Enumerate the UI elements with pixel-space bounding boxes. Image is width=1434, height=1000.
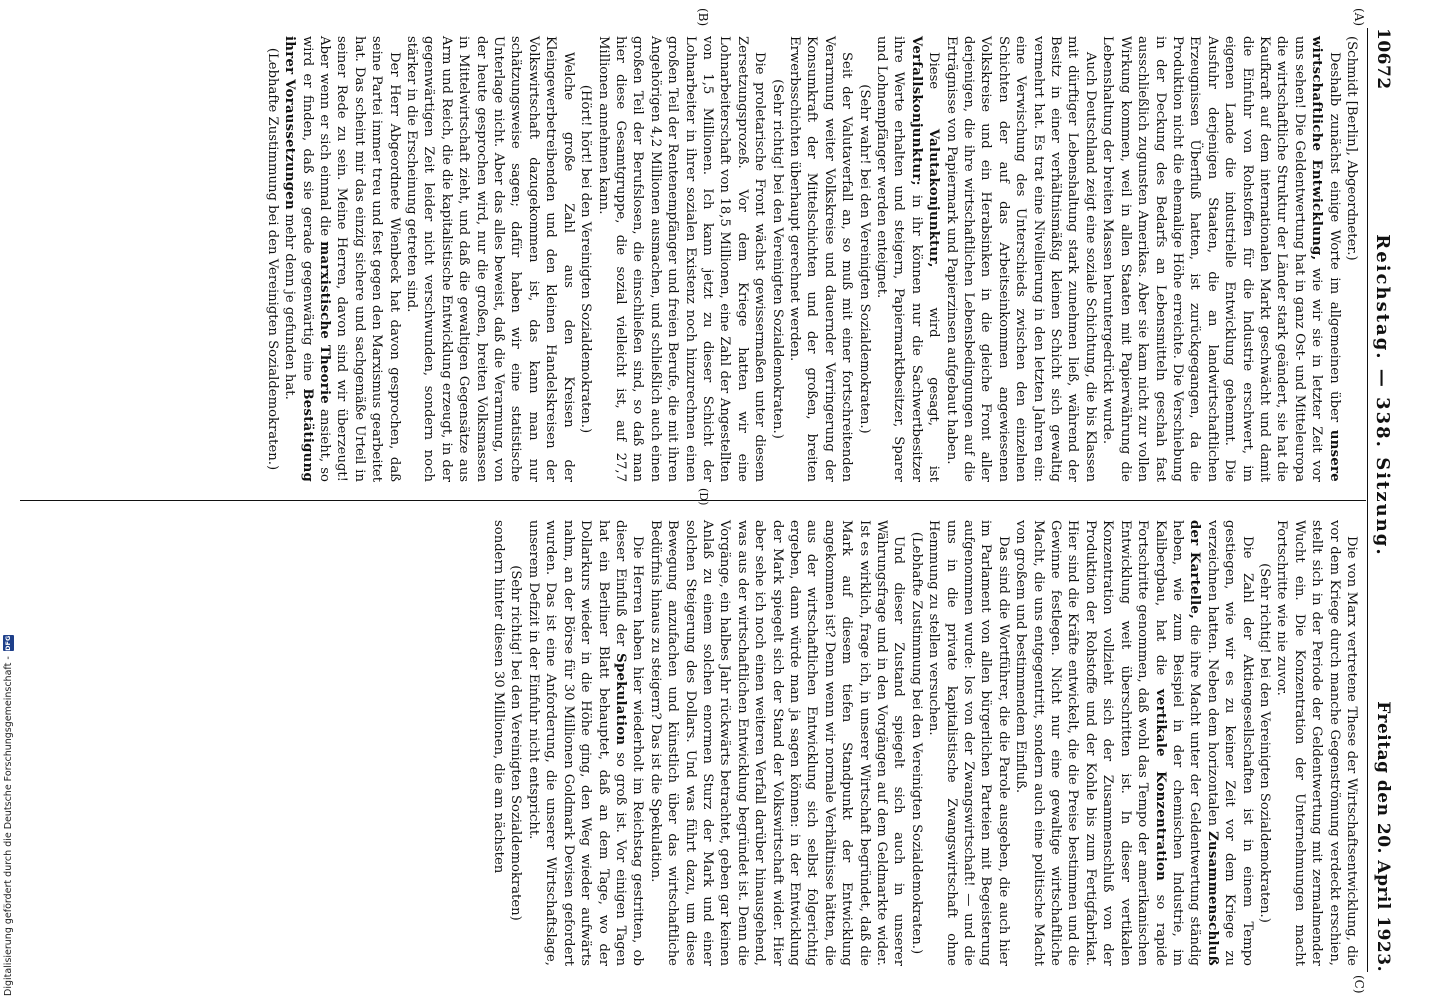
interjection: (Lebhafte Zustimmung bei den Vereinigten Sozialdemokraten.) xyxy=(908,531,924,955)
interjection: (Hört! hört! bei den Vereinigten Sozialdemokraten.) xyxy=(578,84,594,434)
paragraph: sondern hinter diesen 30 Millionen, die am nächsten xyxy=(491,520,507,874)
page-title: Reichstag. — 338. Sitzung. xyxy=(1372,234,1394,557)
paragraph: Der Herr Abgeordnete Wienbeck hat davon gesprochen, daß seine Partei immer treu und fest gegen den Marxismus gearbeitet hat. Das scheint mir das einzig sichere und sachgemäße Urteil in seiner Rede zu sein. Meine Herren, davon sind wir überzeugt! Aber wenn er sich einmal die marxistische Theorie ansieht, so wird er finden, daß sie gerade gegenwärtig eine Bestätigung ihrer Voraussetzungen mehr denn je gefunden hat. xyxy=(282,36,402,482)
paragraph: Die von Marx vertretene These der Wirtschaftsentwicklung, die vor dem Kriege durch manche Gegenströmung verdeckt erschien, stellt sich in der Periode der Geldentwertung mit zermalmender Wucht ein. Die Konzentration der Unternehmungen macht Fortschritte wie nie zuvor. xyxy=(1274,520,1359,966)
paragraph: Auch Deutschland zeigt eine soziale Schichtung, die bis Klassen mit dürftiger Lebenshaltung stark zunehmen ließ, während der Besitz in einer verhältnismäßig kleinen Schicht sich gewaltig vermehrt hat. Es trat eine Nivellierung in den letzten Jahren ein: eine Verwischung des Unterschieds zwischen den einzelnen Schichten der auf das Arbeitseinkommen angewiesenen Volkskreise und ein Herabsinken in die gleiche Front aller derjenigen, die ihre wirtschaftlichen Lebensbedingungen auf die Erträgnisse von Papiermark und Papierzinsen aufgebaut haben. xyxy=(943,36,1098,482)
paragraph: Die proletarische Front wächst gewissermaßen unter diesem Zersetzungsprozeß. Vor dem Kriege hatten wir eine Lohnarbeiterschaft von 18,5 Millionen, eine Zahl der Angestellten von 1,5 Millionen. Ich kann jetzt zu dieser Schicht der Lohnarbeiter in ihrer sozialen Existenz noch hinzurechnen einen großen Teil der Rentenempfänger und freien Berufe, die mit ihren Angehörigen 4,2 Millionen ausmachen, und schließlich auch einen großen Teil der Berufslosen, die einschließen sind, so daß man hier diese Gesamtgruppe, die sozial vielleicht ist, auf 27,7 Millionen annehmen kann. xyxy=(595,36,768,482)
right-column xyxy=(490,520,1360,966)
column-divider xyxy=(20,500,1366,501)
interjection: (Sehr richtig! bei den Vereinigten Sozialdemokraten) xyxy=(508,565,524,921)
interjection: (Sehr wahr! bei den Vereinigten Sozialdemokraten.) xyxy=(856,84,872,434)
paragraph: Das sind die Wortführer, die die Parole ausgeben, die auch hier im Parlament von allen bürgerlichen Parteien mit Begeisterung aufgenommen wurde: los von der Zwangswirtschaft! — und die uns in die private kapitalistische Zwangswirtschaft ohne Hemmung zu stellen versuchen. xyxy=(926,520,1011,966)
interjection: (Lebhafte Zustimmung bei den Vereinigten Sozialdemokraten.) xyxy=(264,47,280,471)
paragraph: Welche große Zahl aus den Kreisen der Kleingewerbetreibenden und den kleinen Handelskreisen der Volkswirtschaft dazugekommen ist, das kann man nur schätzungsweise sagen; dafür haben wir eine statistische Unterlage nicht. Aber das alles beweist, daß die Verarmung, von der heute gesprochen wird, nur die großen, breiten Volksmassen in Mittelwirtschaft zieht, und daß die gewaltigen Gegensätze aus Arm und Reich, die die kapitalistische Entwicklung erzeugt, in der gegenwärtigen Zeit leider nicht verschwunden, sondern noch stärker in die Erscheinung getreten sind. xyxy=(404,36,576,482)
attribution-text: Digitalisierung gefördert durch die Deutsche Forschungsgemeinschaft - xyxy=(2,656,14,996)
interjection: (Sehr richtig! bei den Vereinigten Sozialdemokraten.) xyxy=(1256,563,1272,923)
margin-mark-c: (C) xyxy=(1352,975,1366,994)
left-column xyxy=(263,36,1360,482)
speaker-line: (Schmidt [Berlin], Abgeordneter.) xyxy=(1344,36,1359,261)
page-header xyxy=(1370,28,1396,972)
attribution-strip xyxy=(1,4,15,996)
page-number: 10672 xyxy=(1373,28,1393,90)
page-date: Freitag den 20. April 1923. xyxy=(1373,701,1393,972)
dfg-logo-icon: DFG xyxy=(4,635,12,651)
paragraph: Diese Valutakonjunktur, wird gesagt, ist Verfallskonjunktur; in ihr können nur die Sachwertbesitzer ihre Werte erhalten und steigern, Papiermarktbesitzer, Sparer und Lohnempfänger werden enteignet. xyxy=(874,36,942,483)
paragraph: Die Zahl der Aktiengesellschaften ist in einem Tempo gestiegen, wie wir es zu keiner Zeit vor dem Kriege zu verzeichnen hatten. Neben dem horizontalen Zusammenschluß der Kartelle, die ihre Macht unter der Geldentwertung ständig heben, wie zum Beispiel in der chemischen Industrie, im Kalibergbau, hat die vertikale Konzentration so rapide Fortschritte genommen, daß wohl das Tempo der amerikanischen Entwicklung weit überschritten ist. In dieser vertikalen Konzentration vollzieht sich der Zusammenschluß von der Produktion der Rohstoffe und der Kohle bis zum Fertigfabrikat. Hier sind die Kräfte entwickelt, die die Preise bestimmen und die Gewinne festlegen. Nicht nur eine gewaltige wirtschaftliche Macht, die uns entgegentritt, sondern auch eine politische Macht von großem und bestimmendem Einfluß. xyxy=(1013,520,1255,966)
paragraph: Die Herren haben hier wiederholt im Reichstag gestritten, ob dieser Einfluß der Spekulation so groß ist. Vor einigen Tagen hat ein Berliner Blatt behauptet, daß an dem Tage, wo der Dollarkurs wieder in die Höhe ging, den Weg wieder aufwärts nahm, an der Börse für 30 Millionen Goldmark Devisen gefordert wurden. Das ist eine Anforderung, die unserer Wirtschaftslage, unserem Defizit in der Einfuhr nicht entspricht. xyxy=(525,520,646,966)
margin-mark-a: (A) xyxy=(1352,8,1366,27)
paragraph: Und dieser Zustand spiegelt sich auch in unserer Währungsfrage und in den Vorgängen auf dem Geldmarkte wider. Ist es wirklich, frage ich, in unserer Wirtschaft begründet, daß die Mark auf diesem tiefen Standpunkt der Entwicklung angekommen ist? Denn wenn wir normale Verhältnisse hätten, die aus der wirtschaftlichen Entwicklung sich selbst folgerichtig ergeben, dann würde man ja sagen können: in der Entwicklung der Mark spiegelt sich der Stand der Volkswirtschaft wider. Hier aber sehe ich noch einen weiteren Verfall darüber hinausgehend, was aus der wirtschaftlichen Entwicklung begründet ist. Denn die Vorgänge, ein halbes Jahr rückwärts betrachtet, geben gar keinen Anlaß zu einem solchen enormen Sturz der Mark und einer solchen Steigerung des Dollars. Und was führt dazu, um diese Bewegung anzufachen und künstlich über das wirtschaftliche Bedürfnis hinaus zu steigern? Das ist die Spekulation. xyxy=(647,520,907,966)
interjection: (Sehr richtig! bei den Vereinigten Sozialdemokraten.) xyxy=(769,79,785,439)
paragraph: Seit der Valutaverfall an, so muß mit einer fortschreitenden Verarmung weiter Volkskreise und dauernder Verringerung der Konsumkraft der Mittelschichten und der großen, breiten Erwerbsschichten überhaupt gerechnet werden. xyxy=(787,36,855,482)
margin-mark-b: (B) xyxy=(696,8,710,27)
paragraph: Deshalb zunächst einige Worte im allgemeinen über unsere wirtschaftliche Entwicklung, wie wir sie in letzter Zeit vor uns sehen! Die Geldentwertung hat in ganz Ost- und Mitteleuropa die wirtschaftliche Struktur der Länder stark geändert, sie hat die Kaufkraft auf dem internationalen Markt geschwächt und damit die Einfuhr von Rohstoffen für die Industrie erschwert, im eigenen Lande die industrielle Entwicklung gehemmt. Die Ausfuhr derjenigen Staaten, die an landwirtschaftlichen Erzeugnissen Überfluß hatten, ist zurückgegangen, da die Produktion nicht die ehemalige Höhe erreichte. Die Verschiebung in der Deckung des Bedarfs an Lebensmitteln geschah fast ausschließlich zugunsten Amerikas. Aber sie kam nicht zur vollen Wirkung kommen, weil in allen Staaten mit Papierwährung die Lebenshaltung der breiten Massen heruntergedrückt wurde. xyxy=(1100,36,1342,482)
header-rule xyxy=(1367,28,1368,972)
margin-mark-d: (D) xyxy=(697,488,710,506)
